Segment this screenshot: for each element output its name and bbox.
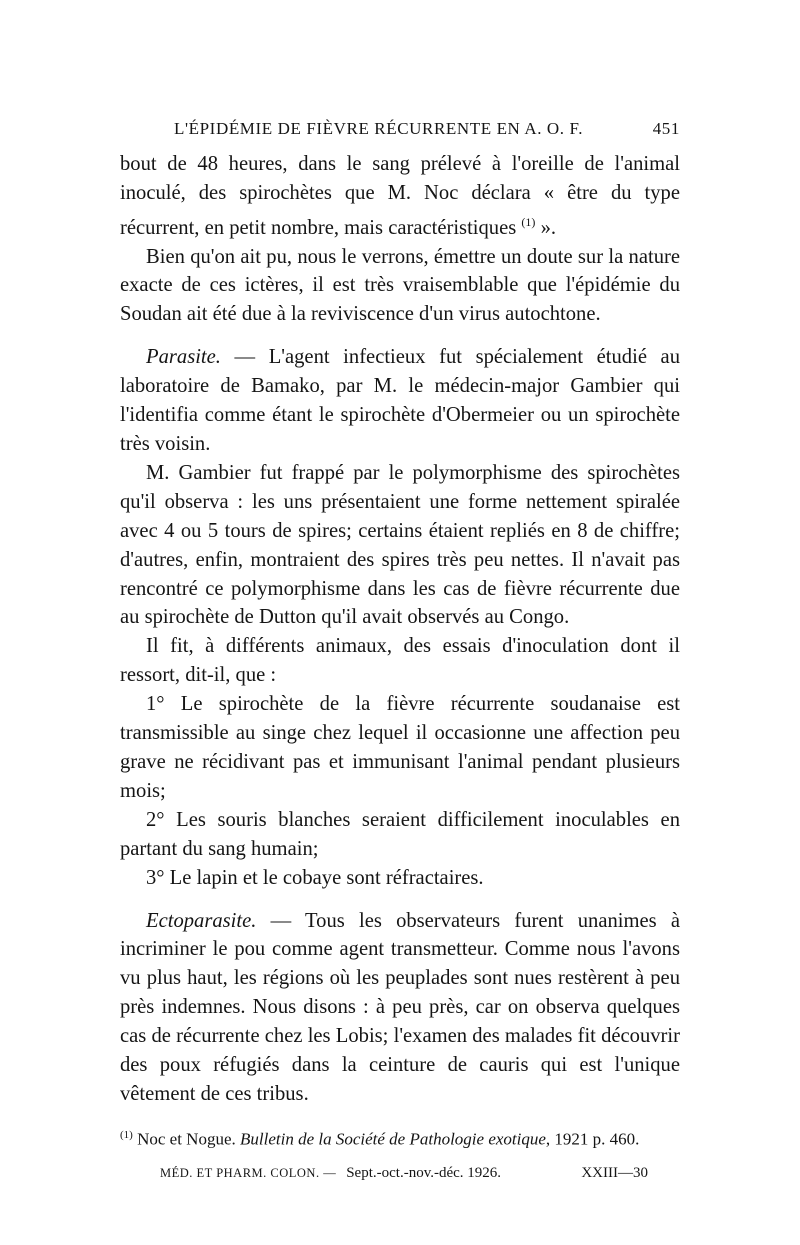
paragraph-end: ».: [535, 216, 557, 239]
footnote-mark: (1): [120, 1128, 133, 1141]
footnote-reference: (1): [521, 214, 536, 229]
paragraph: Bien qu'on ait pu, nous le verrons, émettre un doute sur la nature exacte de ces ictères, il est très vraisemblable que l'épidémie du Soudan ait été due à la reviviscence d'un virus autochtone.: [120, 245, 680, 326]
footnote: [120, 1123, 680, 1152]
running-header: [120, 118, 680, 140]
list-item: 3° Le lapin et le cobaye sont réfractaires.: [146, 866, 484, 889]
list-item: 1° Le spirochète de la fièvre récurrente soudanaise est transmissible au singe chez lequel il occasionne une affection peu grave ne récidivant pas et immunisant l'animal pendant plusieurs mois;: [120, 693, 680, 802]
paragraph-parasite: [120, 343, 680, 459]
footnote-journal: Bulletin de la Société de Pathologie exotique: [240, 1129, 546, 1149]
running-title: L'ÉPIDÉMIE DE FIÈVRE RÉCURRENTE EN A. O. F.: [174, 119, 584, 138]
body-text: [120, 150, 680, 1109]
footer-journal: MÉD. ET PHARM. COLON. —: [160, 1165, 337, 1180]
footnote-authors: Noc et Nogue.: [132, 1129, 240, 1149]
footer-date: Sept.-oct.-nov.-déc. 1926.: [346, 1164, 502, 1181]
paragraph: M. Gambier fut frappé par le polymorphisme des spirochètes qu'il observa : les uns présentaient une forme nettement spiralée avec 4 ou 5 tours de spires; certains étaient repliés en 8 de chiffre; d'autres, enfin, montraient des spires très peu nettes. Il n'avait pas rencontré ce polymorphisme dans les cas de fièvre récurrente due au spirochète de Dutton qu'il avait observés au Congo.: [120, 461, 680, 629]
page-footer: [120, 1162, 680, 1184]
paragraph-ectoparasite: [120, 907, 680, 1109]
paragraph-text: — Tous les observateurs furent unanimes à incriminer le pou comme agent transmetteur. Comme nous l'avons vu plus haut, les régions où les peuplades sont nues restèrent à peu près indemnes. Nous disons : à peu près, car on observa quelques cas de récurrente chez les Lobis; l'examen des malades fit découvrir des poux réfugiés dans la ceinture de cauris qui est l'unique vêtement de ces tribus.: [120, 909, 680, 1105]
list-item: 2° Les souris blanches seraient difficilement inoculables en partant du sang humain;: [120, 808, 680, 860]
document-page: [120, 118, 680, 1184]
section-lead-ectoparasite: Ectoparasite.: [146, 909, 257, 932]
paragraph-text: bout de 48 heures, dans le sang prélevé à l'oreille de l'animal inoculé, des spirochètes que M. Noc déclara « être du type récurrent, en petit nombre, mais caractéristiques: [120, 153, 680, 239]
footer-signature: XXIII—30: [581, 1164, 648, 1181]
paragraph-continuation: [120, 150, 680, 243]
paragraph-text: — L'agent infectieux fut spécialement étudié au laboratoire de Bamako, par M. le médecin-major Gambier qui l'identifia comme étant le spirochète d'Obermeier ou un spirochète très voisin.: [120, 346, 680, 456]
section-lead-parasite: Parasite.: [146, 346, 221, 369]
page-number: 451: [652, 119, 680, 138]
paragraph: Il fit, à différents animaux, des essais d'inoculation dont il ressort, dit-il, que :: [120, 635, 680, 687]
footnote-details: , 1921 p. 460.: [545, 1129, 640, 1149]
